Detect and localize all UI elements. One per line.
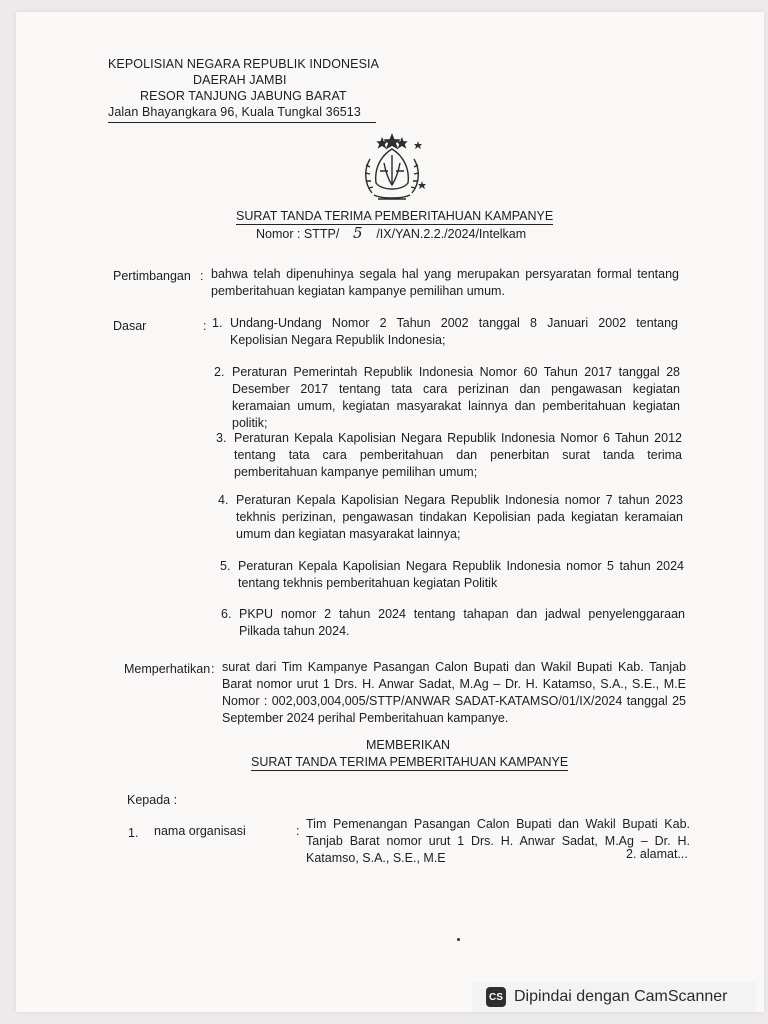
- dasar-item-3-number: 3.: [216, 431, 227, 445]
- dasar-item-6-number: 6.: [221, 607, 232, 621]
- dasar-item-3-text: Peraturan Kepala Kapolisian Negara Republik Indonesia Nomor 6 Tahun 2012 tentang tata cara pemberitahuan dan penerbitan surat tanda terima pemberitahuan kampanye pemilihan umum;: [234, 431, 682, 479]
- letterhead-line2: DAERAH JAMBI: [193, 73, 287, 87]
- pertimbangan-text: bahwa telah dipenuhinya segala hal yang merupakan persyaratan formal tentang pemberitahuan kegiatan kampanye pemilihan umum.: [211, 267, 679, 298]
- dasar-item-1-number: 1.: [212, 316, 223, 330]
- memperhatikan-text: surat dari Tim Kampanye Pasangan Calon Bupati dan Wakil Bupati Kab. Tanjab Barat nomor urut 1 Drs. H. Anwar Sadat, M.Ag – Dr. H. Katamso, S.A., S.E., M.E Nomor : 002,003,004,005/STTP/ANWAR SADAT-KATAMSO/01/IX/2024 tanggal 25 September 2024 perihal Pemberitahuan kampanye.: [222, 660, 686, 725]
- document-title: SURAT TANDA TERIMA PEMBERITAHUAN KAMPANYE: [236, 209, 554, 223]
- kepada-row-1-colon: :: [296, 824, 300, 838]
- document-number-prefix: Nomor : STTP/: [256, 227, 340, 241]
- document-number: [256, 225, 526, 242]
- letterhead-line1: KEPOLISIAN NEGARA REPUBLIK INDONESIA: [108, 57, 380, 71]
- memberikan-subheading: SURAT TANDA TERIMA PEMBERITAHUAN KAMPANYE: [251, 755, 569, 769]
- dasar-colon: :: [203, 319, 207, 333]
- dasar-item-1-text: Undang-Undang Nomor 2 Tahun 2002 tanggal 8 Januari 2002 tentang Kepolisian Negara Republik Indonesia;: [230, 316, 678, 347]
- kepada-label: Kepada :: [127, 793, 178, 807]
- memperhatikan-label: Memperhatikan: [124, 662, 211, 676]
- dasar-item-2-text: Peraturan Pemerintah Republik Indonesia Nomor 60 Tahun 2017 tanggal 28 Desember 2017 tentang tata cara perizinan dan pengawasan kegiatan keramaian umum, kegiatan masyarakat lainnya dan pemberitahuan kegiatan politik;: [232, 365, 680, 430]
- letterhead-line3: RESOR TANJUNG JABUNG BARAT: [140, 89, 347, 103]
- camscanner-text: Dipindai dengan CamScanner: [514, 988, 728, 1005]
- letterhead-address: Jalan Bhayangkara 96, Kuala Tungkal 36513: [108, 104, 376, 123]
- dasar-item-5-number: 5.: [220, 559, 231, 573]
- kepada-row-1-field: nama organisasi: [154, 824, 246, 838]
- dasar-item-2-number: 2.: [214, 365, 225, 379]
- dasar-item-4-number: 4.: [218, 493, 229, 507]
- dasar-item-4-text: Peraturan Kepala Kapolisian Negara Republik Indonesia nomor 7 tahun 2023 tekhnis perizinan, pengawasan tindakan Kepolisian pada kegiatan keramaian umum dan kegiatan masyarakat lainnya;: [236, 493, 683, 541]
- camscanner-icon: CS: [486, 987, 506, 1007]
- police-emblem-icon: [352, 133, 432, 205]
- document-number-handwritten: 5: [353, 224, 363, 242]
- memperhatikan-colon: :: [211, 662, 215, 676]
- camscanner-watermark: [472, 982, 756, 1012]
- dasar-label: Dasar: [113, 319, 147, 333]
- pertimbangan-label: Pertimbangan: [113, 269, 191, 283]
- speck-mark: [457, 938, 460, 941]
- dasar-item-6-text: PKPU nomor 2 tahun 2024 tentang tahapan dan jadwal penyelenggaraan Pilkada tahun 2024.: [239, 607, 685, 638]
- kepada-row-1-number: 1.: [128, 826, 139, 840]
- kepada-row-1-value: Tim Pemenangan Pasangan Calon Bupati dan Wakil Bupati Kab. Tanjab Barat nomor urut 1 Drs. H. Anwar Sadat, M.Ag – Dr. H. Katamso, S.A., S.E., M.E: [306, 817, 690, 865]
- document-number-suffix: /IX/YAN.2.2./2024/Intelkam: [376, 227, 527, 241]
- memberikan-heading: MEMBERIKAN: [366, 738, 451, 752]
- kepada-row-1-continuation: 2. alamat...: [626, 847, 688, 861]
- pertimbangan-colon: :: [200, 269, 204, 283]
- dasar-item-5-text: Peraturan Kepala Kapolisian Negara Republik Indonesia nomor 5 tahun 2024 tentang tekhnis pemberitahuan kegiatan Politik: [238, 559, 684, 590]
